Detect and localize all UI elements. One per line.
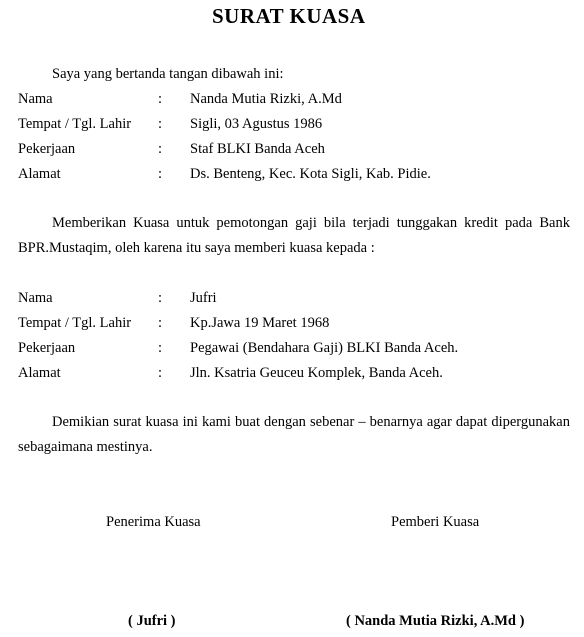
paragraph-closing — [18, 410, 570, 460]
receiver-name: ( Jufri ) — [128, 613, 176, 629]
field-value: Nanda Mutia Rizki, A.Md — [190, 91, 342, 107]
grantee-row-birth — [18, 315, 578, 335]
field-colon: : — [158, 91, 163, 107]
grantor-row-name — [18, 91, 578, 111]
grantee-row-job — [18, 340, 578, 360]
grantor-row-job — [18, 141, 578, 161]
field-value: Staf BLKI Banda Aceh — [190, 141, 325, 157]
field-colon: : — [158, 340, 163, 356]
grantor-row-address — [18, 166, 578, 186]
field-colon: : — [158, 116, 163, 132]
paragraph-text: Demikian surat kuasa ini kami buat dengan sebenar – benarnya agar dapat dipergunakan sebagaimana mestinya. — [18, 414, 570, 455]
field-colon: : — [158, 290, 163, 306]
grantee-row-address — [18, 365, 578, 385]
field-label: Alamat — [18, 166, 61, 182]
field-label: Nama — [18, 91, 53, 107]
field-value: Ds. Benteng, Kec. Kota Sigli, Kab. Pidie. — [190, 166, 431, 182]
intro-text: Saya yang bertanda tangan dibawah ini: — [52, 66, 284, 82]
giver-name: ( Nanda Mutia Rizki, A.Md ) — [346, 613, 525, 629]
giver-label: Pemberi Kuasa — [391, 514, 480, 530]
field-colon: : — [158, 315, 163, 331]
field-value: Jufri — [190, 290, 217, 306]
field-value: Kp.Jawa 19 Maret 1968 — [190, 315, 330, 331]
field-label: Tempat / Tgl. Lahir — [18, 116, 132, 132]
field-label: Pekerjaan — [18, 141, 76, 157]
grantor-row-birth — [18, 116, 578, 136]
field-label: Nama — [18, 290, 53, 306]
paragraph-authorization — [18, 211, 570, 261]
receiver-label: Penerima Kuasa — [106, 514, 201, 530]
field-label: Alamat — [18, 365, 61, 381]
paragraph-text: Memberikan Kuasa untuk pemotongan gaji bila terjadi tunggakan kredit pada Bank BPR.Mustaqim, oleh karena itu saya memberi kuasa kepada : — [18, 215, 570, 256]
field-label: Pekerjaan — [18, 340, 76, 356]
document-title: SURAT KUASA — [212, 4, 366, 28]
field-colon: : — [158, 365, 163, 381]
field-colon: : — [158, 141, 163, 157]
field-label: Tempat / Tgl. Lahir — [18, 315, 132, 331]
grantee-row-name — [18, 290, 578, 310]
field-colon: : — [158, 166, 163, 182]
field-value: Jln. Ksatria Geuceu Komplek, Banda Aceh. — [190, 365, 443, 381]
field-value: Sigli, 03 Agustus 1986 — [190, 116, 323, 132]
field-value: Pegawai (Bendahara Gaji) BLKI Banda Aceh. — [190, 340, 459, 356]
